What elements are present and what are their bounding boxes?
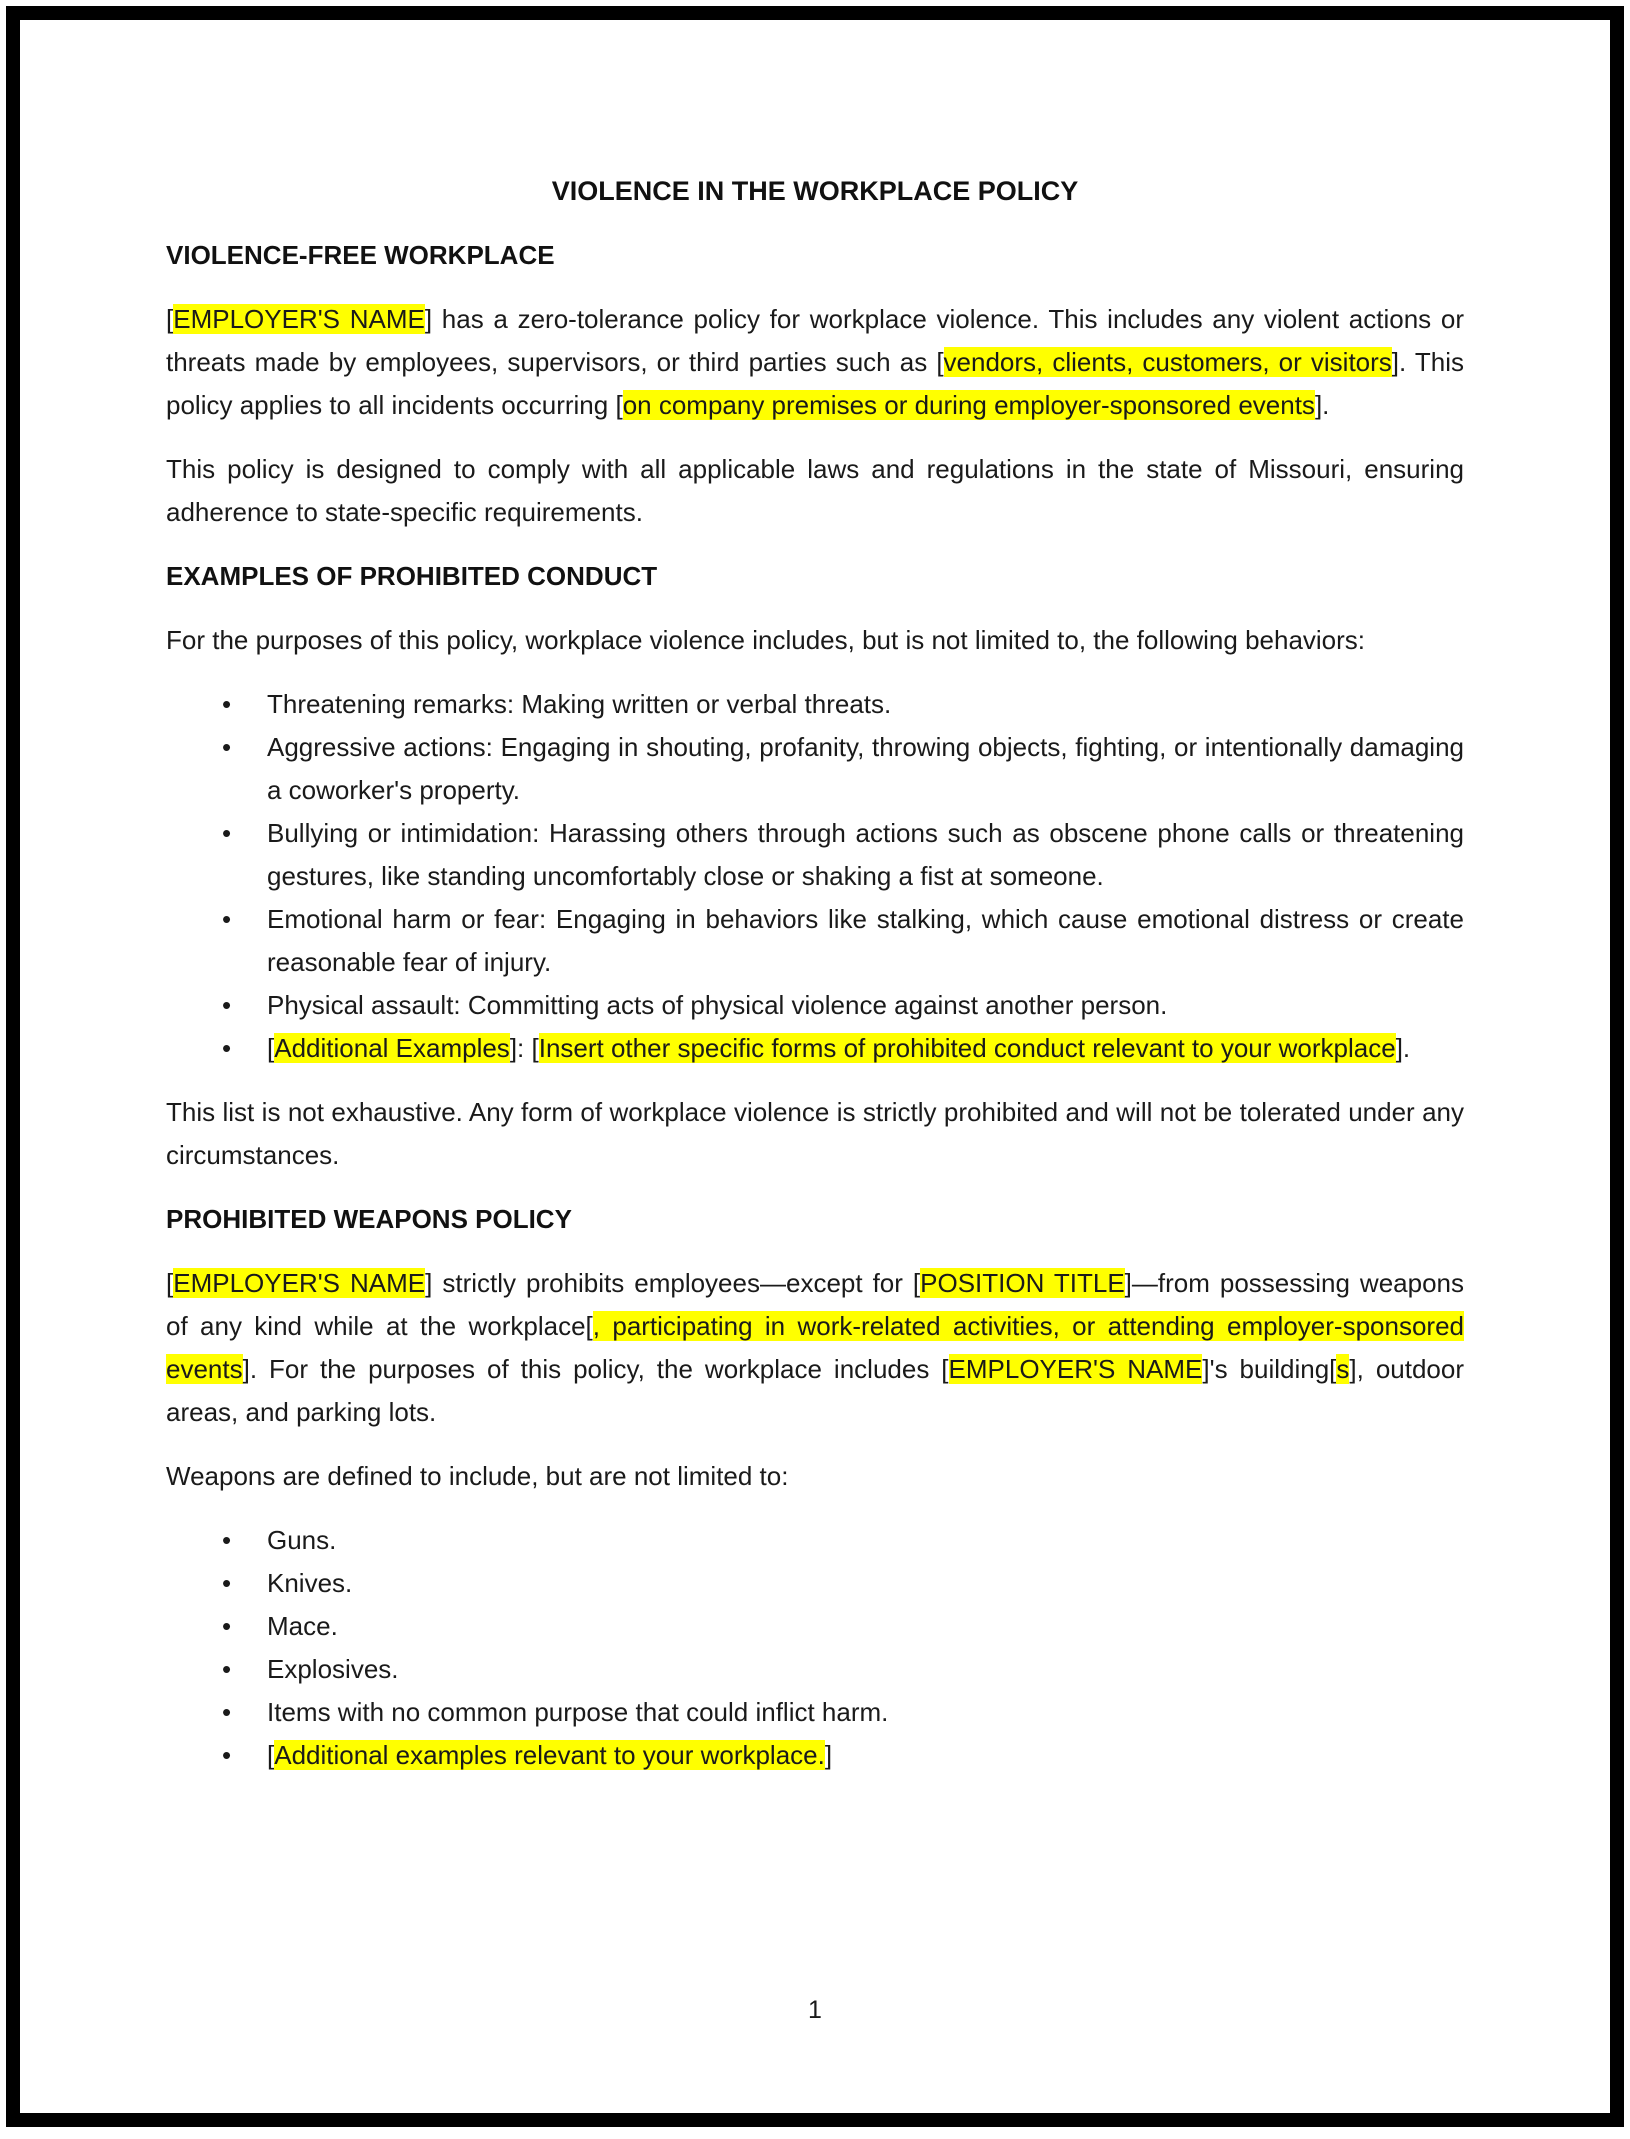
text-segment: [ [166,1268,174,1298]
section-heading-violence-free-workplace: VIOLENCE-FREE WORKPLACE [166,240,555,270]
highlighted-placeholder: on company premises or during employer-sponsored events [622,390,1315,420]
paragraph-compliance [166,448,1464,534]
prohibited-conduct-list [166,683,1464,1070]
list-item [267,898,1464,984]
page-number: 1 [808,1996,822,2024]
text-segment: Emotional harm or fear: Engaging in behaviors like stalking, which cause emotional distress or create reasonable fear of injury. [267,904,1464,977]
text-segment: Physical assault: Committing acts of physical violence against another person. [267,990,1168,1020]
list-item [267,1562,1464,1605]
list-item [267,683,1464,726]
highlighted-placeholder: Additional Examples [274,1033,510,1063]
list-item [267,726,1464,812]
text-segment: ]. For the purposes of this policy, the workplace includes [ [242,1354,949,1384]
weapons-list [166,1519,1464,1777]
text-segment: Weapons are defined to include, but are not limited to: [166,1461,789,1491]
list-item [267,1027,1464,1070]
text-segment: Guns. [267,1525,337,1555]
highlighted-placeholder: Insert other specific forms of prohibited conduct relevant to your workplace [538,1033,1396,1063]
highlighted-placeholder: EMPLOYER'S NAME [173,1268,426,1298]
paragraph-conduct-intro [166,619,1464,662]
section-heading-prohibited-conduct: EXAMPLES OF PROHIBITED CONDUCT [166,561,658,591]
text-segment: Mace. [267,1611,338,1641]
list-item [267,1519,1464,1562]
text-segment: Explosives. [267,1654,399,1684]
text-segment: ] [824,1740,833,1770]
paragraph-weapons-scope [166,1262,1464,1434]
paragraph-not-exhaustive [166,1091,1464,1177]
text-segment: ]. [1314,390,1330,420]
document-title: VIOLENCE IN THE WORKPLACE POLICY [551,176,1079,206]
text-segment: ]'s building[ [1202,1354,1337,1384]
document-body [20,20,1610,1777]
text-segment: [ [166,304,174,334]
highlighted-placeholder: Additional examples relevant to your workplace. [274,1740,825,1770]
text-segment: ]: [ [509,1033,539,1063]
text-segment: Knives. [267,1568,353,1598]
text-segment: ] has a zero-tolerance policy for workplace violence. This includes any violent actions or threats made by employees, supervisors, or third parties such as [ [166,304,1464,377]
text-segment: For the purposes of this policy, workplace violence includes, but is not limited to, the following behaviors: [166,625,1366,655]
list-item [267,1734,1464,1777]
list-item [267,812,1464,898]
text-segment: ]. This policy applies to all incidents occurring [ [166,347,1465,420]
highlighted-placeholder: vendors, clients, customers, or visitors [943,347,1392,377]
text-segment: This policy is designed to comply with all applicable laws and regulations in the state of Missouri, ensuring adherence to state-specific requirements. [166,454,1464,527]
highlighted-placeholder: s [1336,1354,1350,1384]
list-item [267,1691,1464,1734]
document-page [6,6,1624,2127]
list-item [267,984,1464,1027]
text-segment: Bullying or intimidation: Harassing others through actions such as obscene phone calls or threatening gestures, like standing uncomfortably close or shaking a fist at someone. [267,818,1464,891]
text-segment: Aggressive actions: Engaging in shouting, profanity, throwing objects, fighting, or intentionally damaging a coworker's property. [267,732,1464,805]
highlighted-placeholder: EMPLOYER'S NAME [173,304,425,334]
highlighted-placeholder: , participating in work-related activities, or attending employer-sponsored events [166,1311,1464,1384]
text-segment: ]—from possessing weapons of any kind while at the workplace[ [166,1268,1465,1341]
list-item [267,1605,1464,1648]
highlighted-placeholder: POSITION TITLE [920,1268,1125,1298]
text-segment: [ [267,1033,275,1063]
text-segment: Items with no common purpose that could inflict harm. [267,1697,889,1727]
highlighted-placeholder: EMPLOYER'S NAME [948,1354,1203,1384]
text-segment: This list is not exhaustive. Any form of workplace violence is strictly prohibited and will not be tolerated under any circumstances. [166,1097,1464,1170]
paragraph-zero-tolerance [166,298,1464,427]
text-segment: Threatening remarks: Making written or verbal threats. [267,689,892,719]
section-heading-weapons-policy: PROHIBITED WEAPONS POLICY [166,1204,572,1234]
text-segment: ]. [1395,1033,1411,1063]
text-segment: ], outdoor areas, and parking lots. [166,1354,1464,1427]
text-segment: [ [267,1740,275,1770]
paragraph-weapons-definition-intro [166,1455,1464,1498]
text-segment: ] strictly prohibits employees—except for [ [425,1268,921,1298]
list-item [267,1648,1464,1691]
